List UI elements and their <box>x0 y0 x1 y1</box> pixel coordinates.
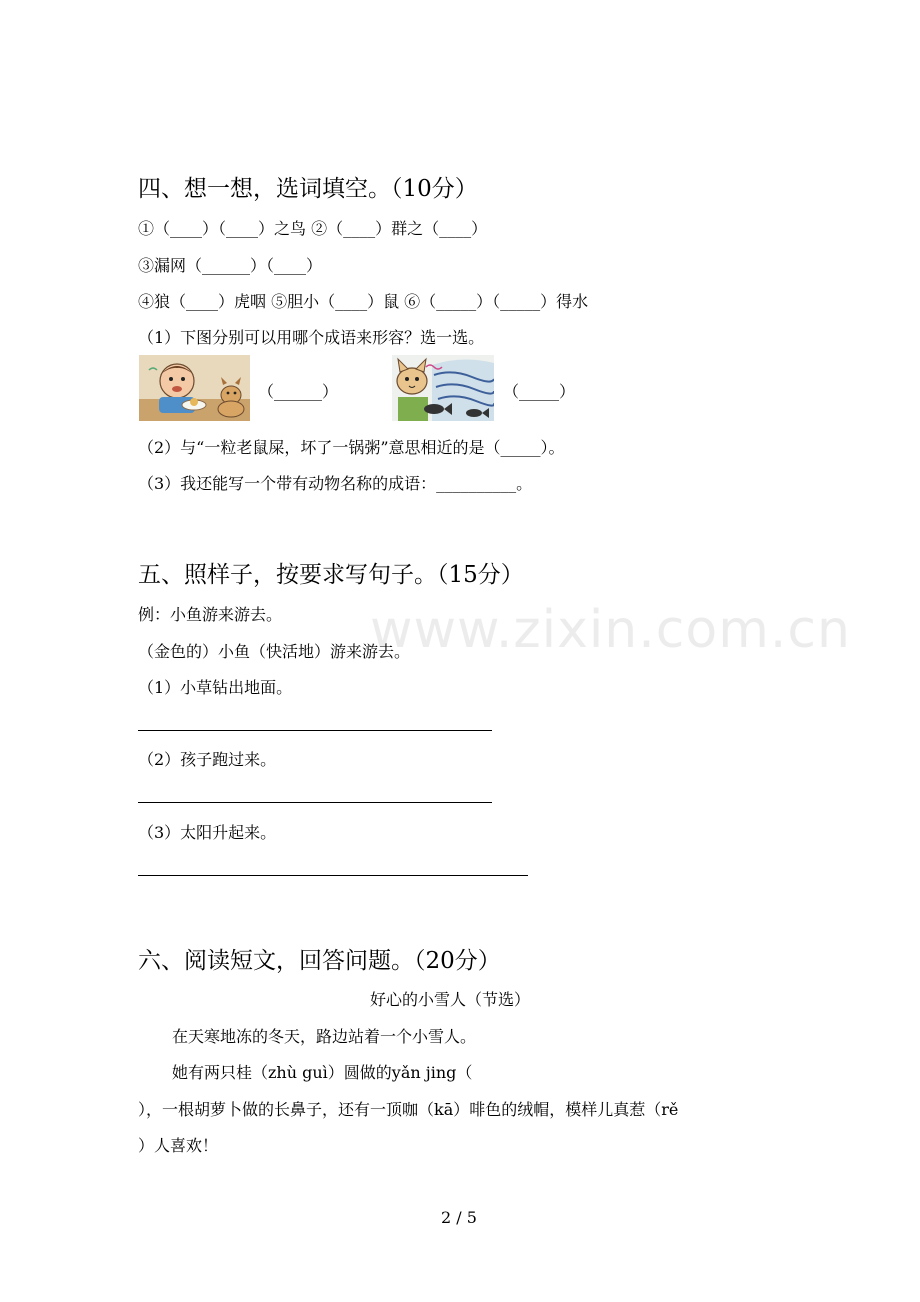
answer-line-3 <box>138 875 528 876</box>
section-5-question-2: （2）孩子跑过来。 <box>138 750 277 769</box>
section-4-title: 四、想一想，选词填空。（10分） <box>138 176 478 202</box>
section-5-question-1: （1）小草钻出地面。 <box>138 678 293 697</box>
page-number: 2 / 5 <box>441 1208 477 1227</box>
passage-paragraph-1: 在天寒地冻的冬天，路边站着一个小雪人。 <box>172 1027 477 1046</box>
cat-and-fish-picture <box>392 355 494 421</box>
picture-2-answer-blank: （_____） <box>503 382 576 401</box>
picture-1-answer-blank: （______） <box>258 382 339 401</box>
section-4-row-1: ①（____）（____）之鸟 ②（____）群之（____） <box>138 219 488 238</box>
passage-title: 好心的小雪人（节选） <box>370 990 531 1009</box>
passage-paragraph-2: 她有两只桂（zhù guì）圆做的yǎn jing（ <box>172 1063 473 1082</box>
section-5-question-3: （3）太阳升起来。 <box>138 823 277 842</box>
answer-line-2 <box>138 802 492 803</box>
answer-line-1 <box>138 730 492 731</box>
section-5-example: 例：小鱼游来游去。 <box>138 605 283 624</box>
section-4-question-3: （3）我还能写一个带有动物名称的成语：__________。 <box>138 474 533 493</box>
passage-paragraph-3: ），一根胡萝卜做的长鼻子，还有一顶咖（kā）啡色的绒帽，模样儿真惹（rě <box>138 1100 679 1119</box>
section-4-question-1: （1）下图分别可以用哪个成语来形容？选一选。 <box>138 328 485 347</box>
section-4-question-2: （2）与“一粒老鼠屎，坏了一锅粥”意思相近的是（_____）。 <box>138 438 565 457</box>
section-5-title: 五、照样子，按要求写句子。（15分） <box>138 562 524 588</box>
child-eating-picture <box>139 355 250 421</box>
section-5-example-answer: （金色的）小鱼（快活地）游来游去。 <box>138 642 411 661</box>
watermark-text: www.zixin.com.cn <box>370 600 851 660</box>
section-4-row-3: ④狼（____）虎咽 ⑤胆小（____）鼠 ⑥（_____）（_____）得水 <box>138 292 589 311</box>
section-6-title: 六、阅读短文，回答问题。（20分） <box>138 948 501 974</box>
section-4-row-2: ③漏网（______）（____） <box>138 256 323 275</box>
passage-paragraph-4: ）人喜欢！ <box>138 1136 219 1155</box>
